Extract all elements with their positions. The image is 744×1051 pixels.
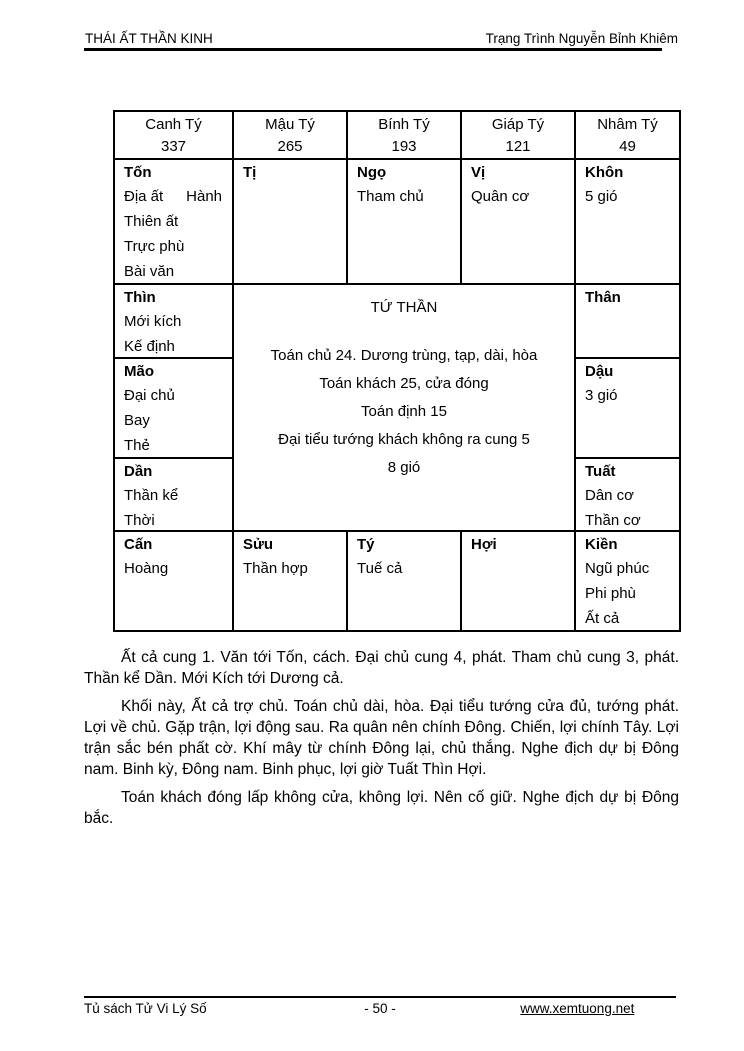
footer-rule xyxy=(84,996,676,998)
year-header-mau-ty xyxy=(234,112,346,158)
year-header-nham-ty xyxy=(576,112,679,158)
footer-page-number: - 50 - xyxy=(364,1001,396,1016)
palace-title: Sửu xyxy=(243,536,274,553)
palace-line xyxy=(124,184,226,209)
palace-title: Ngọ xyxy=(357,164,387,181)
year-name: Canh Tý xyxy=(145,116,202,133)
footer-site-link[interactable]: www.xemtuong.net xyxy=(520,1001,635,1016)
year-number: 121 xyxy=(505,138,531,155)
palace-cell-thin xyxy=(115,285,232,357)
palace-cell-mao xyxy=(115,359,232,457)
palace-title: Hợi xyxy=(471,536,497,553)
palace-line: Tham chủ xyxy=(357,188,424,205)
palace-line: Bay xyxy=(124,412,150,429)
year-name: Giáp Tý xyxy=(491,116,545,133)
palace-title: Dần xyxy=(124,463,153,480)
year-name: Mậu Tý xyxy=(265,116,315,133)
center-line: Toán chủ 24. Dương trùng, tạp, dài, hòa xyxy=(270,347,538,364)
palace-cell-ton xyxy=(115,160,232,283)
palace-cell-dau xyxy=(576,359,679,457)
palace-cell-ty xyxy=(348,532,460,630)
palace-line-right: Hành xyxy=(186,188,222,205)
palace-cell-tuat xyxy=(576,459,679,530)
year-number: 265 xyxy=(277,138,303,155)
palace-title: Tý xyxy=(357,536,375,553)
center-cell-tu-than xyxy=(234,285,574,530)
palace-cell-ngo xyxy=(348,160,460,283)
palace-title: Thân xyxy=(585,289,621,306)
palace-line: Tuế cả xyxy=(357,560,403,577)
palace-line: Dân cơ xyxy=(585,487,635,504)
palace-title: Khôn xyxy=(585,164,624,181)
paragraph: Khối này, Ất cả trợ chủ. Toán chủ dài, hòa. Đại tiểu tướng cửa đủ, tướng phát. Lợi về chủ. Gặp trận, lợi động sau. Ra quân nên chính Đông. Chiến, lợi chính Tây. Lợi trận sắc bén phất cờ. Khí mây từ chính Đông lại, chủ thắng. Nghe địch dự bị Đông nam. Binh kỳ, Đông nam. Binh phục, lợi giờ Tuất Thìn Hợi. xyxy=(84,698,679,778)
palace-line: Hoàng xyxy=(124,560,169,577)
palace-cell-vi xyxy=(462,160,574,283)
palace-line: Thần hợp xyxy=(243,560,308,577)
year-header-giap-ty xyxy=(462,112,574,158)
palace-line: Ất cả xyxy=(585,610,620,627)
palace-cell-khon xyxy=(576,160,679,283)
palace-line: Trực phù xyxy=(124,238,185,255)
center-title: TỨ THẦN xyxy=(370,299,438,316)
palace-cell-suu xyxy=(234,532,346,630)
palace-line: Mới kích xyxy=(124,313,182,330)
palace-line: 5 gió xyxy=(585,188,618,205)
palace-line: Thẻ xyxy=(124,437,150,454)
palace-line: Đại chủ xyxy=(124,387,175,404)
center-line: Toán định 15 xyxy=(361,403,447,420)
palace-cell-kien xyxy=(576,532,679,630)
paragraph: Toán khách đóng lấp không cửa, không lợi. Nên cố giữ. Nghe địch dự bị Đông bắc. xyxy=(84,789,679,827)
palace-line: Bài văn xyxy=(124,263,175,280)
paragraph: Ất cả cung 1. Văn tới Tốn, cách. Đại chủ cung 4, phát. Tham chủ cung 3, phát. Thần kể Dần. Mới Kích tới Dương cả. xyxy=(84,649,679,687)
palace-line: Quân cơ xyxy=(471,188,530,205)
header-book-title: THÁI ẤT THẦN KINH xyxy=(85,31,213,46)
year-name: Nhâm Tý xyxy=(597,116,658,133)
center-lines xyxy=(234,342,574,482)
palace-line: 3 gió xyxy=(585,387,618,404)
year-header-canh-ty xyxy=(115,112,232,158)
palace-line: Kế định xyxy=(124,338,175,355)
palace-title: Tị xyxy=(243,164,257,181)
year-number: 337 xyxy=(160,138,187,155)
center-line: Toán khách 25, cửa đóng xyxy=(319,375,489,392)
palace-cell-dan xyxy=(115,459,232,530)
palace-line: Phi phù xyxy=(585,585,636,602)
palace-line: Thần kể xyxy=(124,487,179,504)
palace-cell-than xyxy=(576,285,679,357)
palace-title: Thìn xyxy=(124,289,156,306)
palace-title: Tuất xyxy=(585,463,616,480)
header-author-name: Trạng Trình Nguyễn Bỉnh Khiêm xyxy=(485,31,678,46)
palace-title: Tốn xyxy=(124,164,152,181)
palace-title: Mão xyxy=(124,363,154,380)
header-rule xyxy=(84,48,662,51)
year-header-binh-ty xyxy=(348,112,460,158)
palace-title: Kiền xyxy=(585,536,618,553)
footer xyxy=(84,1001,676,1016)
year-number: 49 xyxy=(619,138,636,155)
palace-cell-ti xyxy=(234,160,346,283)
palace-cell-can xyxy=(115,532,232,630)
palace-title: Cấn xyxy=(124,536,153,553)
palace-line: Ngũ phúc xyxy=(585,560,650,577)
year-number: 193 xyxy=(391,138,417,155)
center-line: 8 gió xyxy=(387,459,421,476)
palace-line: Thời xyxy=(124,512,155,529)
palace-line: Thiên ất xyxy=(124,213,179,230)
palace-title: Dậu xyxy=(585,363,614,380)
body-text xyxy=(84,647,679,836)
palace-line-left: Địa ất xyxy=(124,188,164,205)
palace-title: Vị xyxy=(471,164,486,181)
footer-series-name: Tủ sách Tử Vi Lý Số xyxy=(84,1001,207,1016)
thai-at-chart xyxy=(113,110,681,632)
year-name: Bính Tý xyxy=(378,116,430,133)
palace-cell-hoi xyxy=(462,532,574,630)
center-line: Đại tiểu tướng khách không ra cung 5 xyxy=(278,431,530,448)
palace-line: Thần cơ xyxy=(585,512,641,529)
